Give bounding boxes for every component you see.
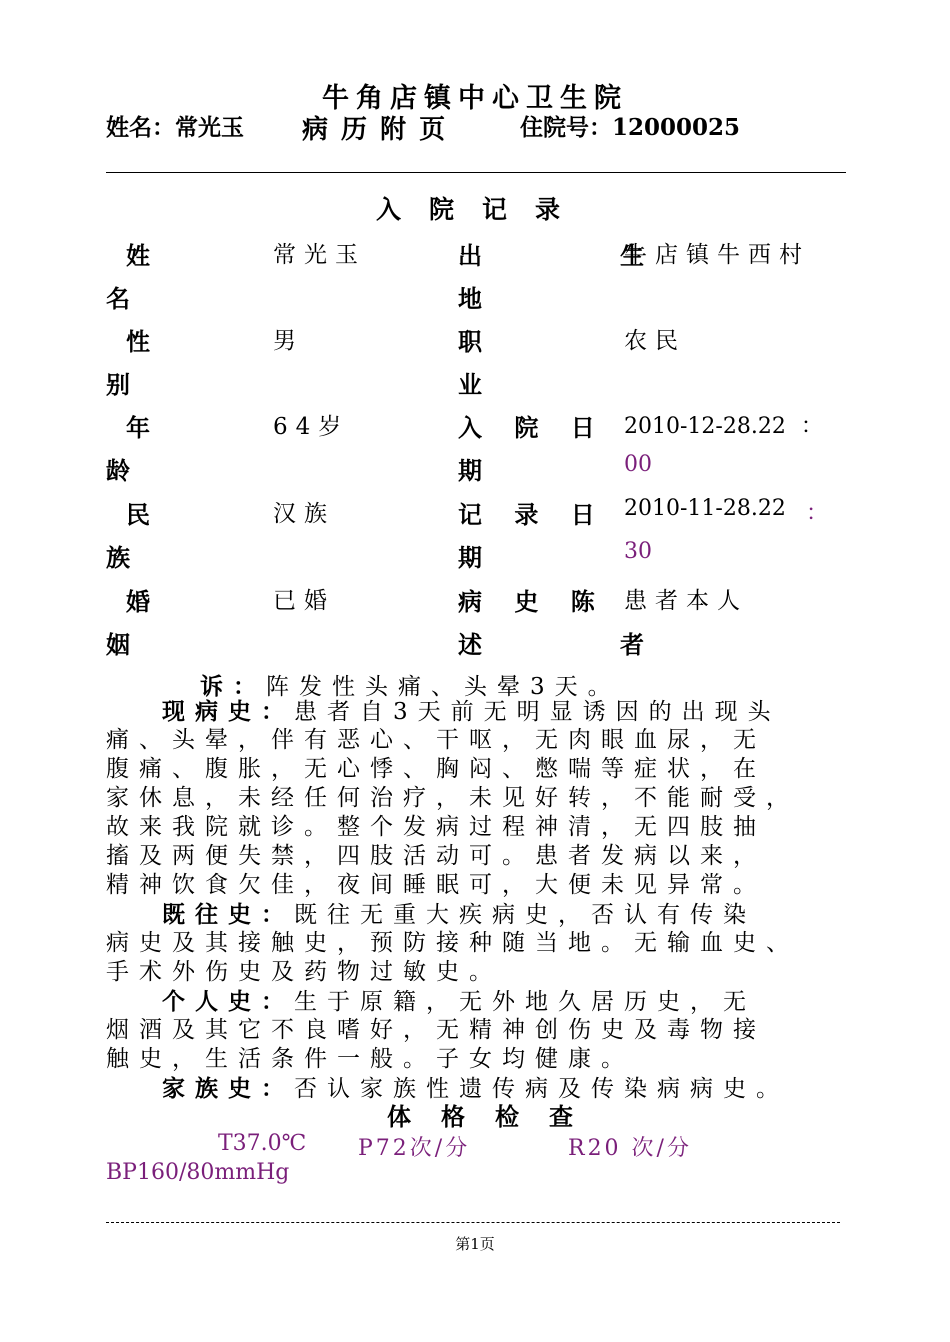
field-label-admit-date-2: 期: [458, 456, 482, 485]
field-value-informant: 患者本人: [624, 588, 748, 614]
admission-label: 住院号：: [520, 114, 612, 141]
past-history-line: 手术外伤史及药物过敏史。: [106, 959, 502, 985]
record-title: 入院记录: [375, 195, 588, 224]
field-label-name-1: 姓: [126, 241, 150, 270]
exam-title: 体格检查: [387, 1102, 603, 1131]
field-value-admit-time: 00: [624, 452, 652, 477]
vital-blood-pressure: BP160/80mmHg: [106, 1160, 290, 1185]
field-label-occupation-2: 业: [458, 370, 482, 399]
present-history-line: 精神饮食欠佳，夜间睡眠可，大便未见异常。: [106, 872, 766, 898]
field-value-record-time: 30: [624, 539, 652, 564]
admission-value: 12000025: [612, 114, 741, 141]
vital-pulse: P72次/分: [358, 1136, 471, 1161]
present-history: [106, 697, 866, 900]
field-value-age: 64岁: [273, 414, 350, 440]
field-label-sex-2: 别: [106, 370, 130, 399]
name-label: 姓名：: [106, 114, 175, 141]
patient-name-header: [106, 109, 244, 142]
field-label-age-2: 龄: [106, 456, 130, 485]
field-label-age-1: 年: [126, 413, 150, 442]
field-label-informant-1: 病 史 陈: [458, 587, 607, 616]
field-label-record-date-1: 记 录 日: [458, 500, 607, 529]
field-label-sex-1: 性: [126, 327, 150, 356]
field-label-informant-2: 述 者: [458, 630, 674, 659]
personal-history-line: 触史，生活条件一般。子女均健康。: [106, 1046, 634, 1072]
present-history-line: 痛、头晕，伴有恶心、干呕，无肉眼血尿，无: [106, 727, 766, 753]
doc-type: 病 历 附 页: [302, 115, 448, 145]
header-divider: [106, 172, 846, 173]
personal-history: [106, 987, 866, 1074]
field-label-admit-date-1: 入 院 日: [458, 413, 607, 442]
field-label-occupation-1: 职: [458, 327, 482, 356]
past-history-line: 既往无重大疾病史，否认有传染: [294, 902, 756, 928]
personal-history-label: 个人史：: [162, 988, 294, 1015]
past-history: [106, 900, 866, 987]
field-label-name-2: 名: [106, 284, 130, 313]
field-label-birthplace-1: 出 生: [458, 241, 674, 270]
field-value-birthplace: 牛店镇牛西村: [624, 242, 810, 268]
field-value-sex: 男: [273, 328, 304, 354]
family-history-label: 家族史：: [162, 1075, 294, 1102]
family-history-text: 否认家族性遗传病及传染病病史。: [294, 1076, 789, 1102]
field-value-admit-date: 2010-12-28.22 ：: [624, 414, 823, 439]
present-history-line: 家休息，未经任何治疗，未见好转，不能耐受，: [106, 785, 799, 811]
field-label-ethnicity-2: 族: [106, 543, 130, 572]
field-value-record-date: 2010-11-28.22: [624, 496, 786, 521]
past-history-label: 既往史：: [162, 901, 294, 928]
admission-number-header: [520, 109, 740, 142]
field-value-ethnicity: 汉族: [273, 501, 335, 527]
past-history-line: 病史及其接触史，预防接种随当地。无输血史、: [106, 930, 799, 956]
hospital-name: 牛角店镇中心卫生院: [322, 83, 628, 114]
footer-divider: [106, 1222, 840, 1223]
present-history-line: 故来我院就诊。整个发病过程神清，无四肢抽: [106, 814, 766, 840]
complaint-label: 诉：: [200, 673, 266, 700]
personal-history-line: 烟酒及其它不良嗜好，无精神创伤史及毒物接: [106, 1017, 766, 1043]
present-history-line: 搐及两便失禁，四肢活动可。患者发病以来，: [106, 843, 766, 869]
name-value: 常光玉: [175, 114, 244, 141]
field-value-marital: 已婚: [273, 588, 335, 614]
page-number: 第1页: [455, 1235, 495, 1253]
present-history-label: 现病史：: [162, 698, 294, 725]
present-history-line: 患者自3天前无明显诱因的出现头: [294, 699, 781, 725]
field-value-occupation: 农民: [624, 328, 686, 354]
present-history-line: 腹痛、腹胀，无心悸、胸闷、憋喘等症状，在: [106, 756, 766, 782]
complaint-text: 阵发性头痛、头晕3天。: [266, 674, 621, 700]
vital-respiration: R20 次/分: [568, 1136, 692, 1161]
field-label-marital-2: 姻: [106, 630, 130, 659]
field-label-ethnicity-1: 民: [126, 500, 150, 529]
field-label-birthplace-2: 地: [458, 284, 482, 313]
field-value-name: 常光玉: [273, 242, 366, 268]
personal-history-line: 生于原籍，无外地久居历史，无: [294, 989, 756, 1015]
field-value-record-date-colon: ：: [806, 501, 829, 526]
vital-temperature: T37.0℃: [218, 1131, 307, 1156]
field-label-record-date-2: 期: [458, 543, 482, 572]
field-label-marital-1: 婚: [126, 587, 150, 616]
